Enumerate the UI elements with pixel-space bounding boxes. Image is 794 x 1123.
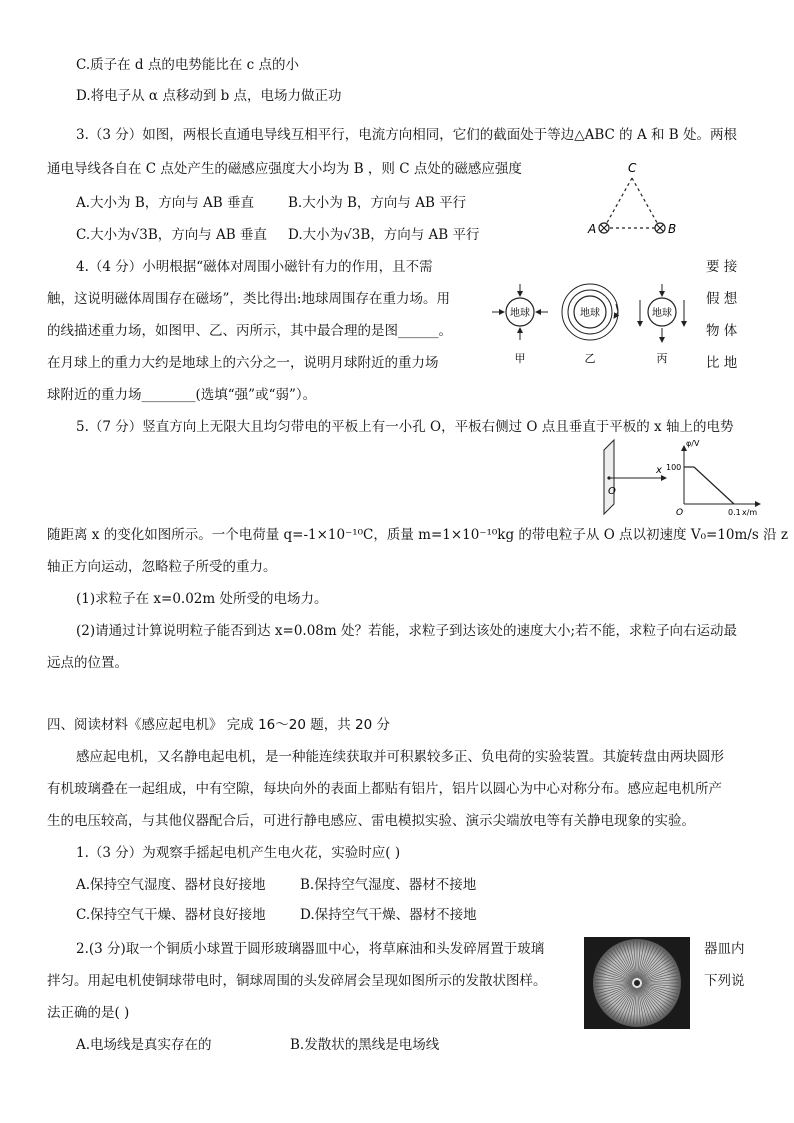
r2-line2-right: 下列说: [704, 973, 745, 989]
q4-gravity-field-figure: [490, 282, 696, 368]
q4-line4-right: 比 地: [706, 355, 738, 371]
q5-line3: 轴正方向运动，忽略粒子所受的重力。: [47, 559, 277, 575]
r2-line2: 拌匀。用起电机使铜球带电时，铜球周围的头发碎屑会呈现如图所示的发散状图样。: [47, 973, 547, 989]
wire-b-into-page-icon: [655, 223, 665, 233]
wire-a-into-page-icon: [599, 223, 609, 233]
q4-line1-right: 要 接: [706, 259, 738, 275]
r1-option-b: B.保持空气湿度、器材不接地: [300, 877, 477, 893]
r2-line3: 法正确的是( ): [47, 1005, 130, 1021]
q5-sub1: (1)求粒子在 x=0.02m 处所受的电场力。: [76, 591, 328, 607]
q4-line3-right: 物 体: [706, 323, 738, 339]
section-4-para-line3: 生的电压较高，与其他仪器配合后，可进行静电感应、雷电模拟实验、演示尖端放电等有关静电现象的实验。: [47, 813, 695, 829]
r2-option-b: B.发散状的黑线是电场线: [290, 1037, 440, 1053]
phi-tick-100: 100: [666, 463, 682, 472]
graph-origin-label: O: [676, 508, 684, 518]
earth-label-yi: 地球: [580, 308, 600, 319]
q3-stem-line2: 通电导线各自在 C 点处产生的磁感应强度大小均为 B ，则 C 点处的磁感应强度: [47, 161, 522, 177]
caption-yi: 乙: [584, 352, 596, 365]
r1-option-d: D.保持空气干燥、器材不接地: [300, 907, 477, 923]
q3-option-a: A.大小为 B，方向与 AB 垂直: [76, 195, 255, 211]
figure-jia: [492, 284, 548, 365]
q5-sub2-line1: (2)请通过计算说明粒子能否到达 x=0.08m 处？若能，求粒子到达该处的速度大小;若不能，求粒子向右运动最: [76, 623, 738, 639]
q4-line5: 球附近的重力场________(选填“强”或“弱”）。: [47, 387, 317, 403]
q5-line1: 5.（7 分）竖直方向上无限大且均匀带电的平板上有一小孔 O，平板右侧过 O 点且垂直于平板的 x 轴上的电势: [76, 419, 734, 435]
label-a: A: [588, 222, 597, 236]
r1-option-c: C.保持空气干燥、器材良好接地: [76, 907, 266, 923]
q5-line2: 随距离 x 的变化如图所示。一个电荷量 q=-1×10⁻¹⁰C，质量 m=1×10⁻¹⁰kg 的带电粒子从 O 点以初速度 V₀=10m/s 沿 z: [47, 527, 788, 543]
x-unit-label: x/m: [742, 508, 758, 517]
q5-sub2-line2: 远点的位置。: [47, 655, 128, 671]
r2-option-a: A.电场线是真实存在的: [76, 1037, 212, 1053]
r2-line1: 2.(3 分)取一个铜质小球置于圆形玻璃器皿中心，将草麻油和头发碎屑置于玻璃: [76, 941, 545, 957]
q4-line4: 在月球上的重力大约是地球上的六分之一，说明月球附近的重力场: [47, 355, 439, 371]
label-c: C: [628, 161, 637, 175]
q4-line2-right: 假 想: [706, 291, 738, 307]
figure-yi: [562, 284, 618, 365]
plate-origin-label: O: [608, 486, 616, 497]
caption-jia: 甲: [514, 352, 526, 365]
label-b: B: [668, 222, 677, 236]
q3-triangle-figure: [580, 158, 690, 242]
q4-line3: 的线描述重力场，如图甲、乙、丙所示，其中最合理的是图______。: [47, 323, 452, 339]
q4-line1: 4.（4 分）小明根据“磁体对周围小磁针有力的作用，且不需: [76, 259, 433, 275]
phi-axis-label: φ/V: [686, 439, 700, 448]
caption-bing: 丙: [656, 352, 668, 365]
q2-option-c: C.质子在 d 点的电势能比在 c 点的小: [76, 57, 300, 73]
q3-stem-line1: 3.（3 分）如图，两根长直通电导线互相平行，电流方向相同，它们的截面处于等边△ABC 的 A 和 B 处。两根: [76, 127, 738, 143]
figure-bing: [640, 284, 684, 365]
hair-pattern-photo: [584, 937, 690, 1029]
q3-option-d: D.大小为√3B，方向与 AB 平行: [288, 227, 480, 243]
section-4-title: 四、阅读材料《感应起电机》 完成 16～20 题，共 20 分: [47, 717, 390, 733]
q3-option-b: B.大小为 B，方向与 AB 平行: [288, 195, 467, 211]
q4-line2: 触，这说明磁体周围存在磁场”，类比得出:地球周围存在重力场。用: [47, 291, 450, 307]
r1-option-a: A.保持空气湿度、器材良好接地: [76, 877, 266, 893]
q3-option-c: C.大小为√3B，方向与 AB 垂直: [76, 227, 268, 243]
q5-plate-and-graph-figure: [596, 438, 766, 518]
earth-label-bing: 地球: [652, 308, 672, 319]
q2-option-d: D.将电子从 α 点移动到 b 点，电场力做正功: [76, 88, 342, 104]
x-tick-0-1: 0.1: [728, 508, 741, 517]
r2-line1-right: 器皿内: [704, 941, 745, 957]
plate-x-label: x: [656, 465, 662, 476]
earth-label-jia: 地球: [510, 308, 530, 319]
section-4-para-line2: 有机玻璃叠在一起组成，中有空隙，每块向外的表面上都贴有铝片，铝片以圆心为中心对称分布。感应起电机所产: [47, 781, 722, 797]
r1-stem: 1.（3 分）为观察手摇起电机产生电火花，实验时应( ): [76, 845, 401, 861]
section-4-para-line1: 感应起电机，又名静电起电机，是一种能连续获取并可积累较多正、负电荷的实验装置。其旋转盘由两块圆形: [76, 749, 724, 765]
